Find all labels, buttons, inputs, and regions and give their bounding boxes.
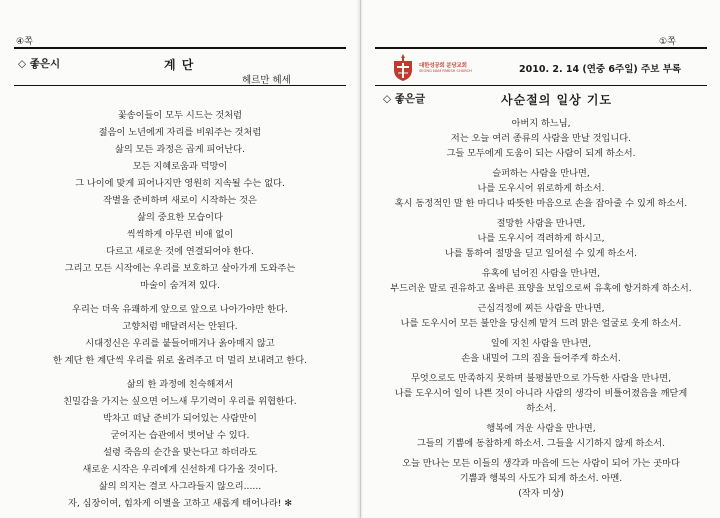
poem-line: 굳어지는 습관에서 벗어날 수 있다. [110, 430, 250, 441]
prayer-line: (작자 미상) [518, 488, 564, 499]
poem-line: 모든 지혜로움과 덕망이 [132, 161, 228, 172]
prayer-line: 부드러운 말로 권유하고 올바른 표양을 보임으로써 유혹에 항거하게 하소서. [390, 283, 692, 294]
prayer-line: 아버지 하느님, [511, 118, 571, 129]
right-page [360, 0, 720, 518]
poem-line: 자, 심장이여, 힘차게 이별을 고하고 새롭게 태어나라! ✻ [67, 498, 293, 509]
poem-line: 젊음이 노년에게 자리를 비워주는 것처럼 [98, 127, 262, 138]
section-label: ◇ 좋은시 [18, 58, 61, 70]
prayer-line: 손을 내밀어 그의 짐을 들어주게 하소서. [461, 353, 621, 364]
prayer-line: 유혹에 넘어진 사람을 만나면, [481, 268, 601, 279]
poem-line: 삶의 모든 과정은 곱게 피어난다. [115, 144, 245, 155]
poem-line: 삶의 의지는 결코 사그라들지 않으리...... [98, 481, 262, 492]
prayer-line: 근심걱정에 찌든 사람을 만나면, [477, 303, 605, 314]
prayer-line: 하소서. [526, 403, 556, 414]
prayer-line: 나를 도우시어 일이 나쁜 것이 아니라 사람의 생각이 비틀어졌음을 깨닫게 [394, 388, 688, 399]
church-name: 대한성공회 분당교회 [419, 63, 467, 69]
poem-line: 박차고 떠날 준비가 되어있는 사람만이 [103, 413, 257, 424]
section-label: ◇ 좋은글 [383, 93, 426, 105]
poem-line: 그리고 모든 시작에는 우리를 보호하고 살아가게 도와주는 [64, 263, 296, 274]
poem-line: 마술이 숨겨져 있다. [140, 280, 220, 291]
page-fold [357, 0, 363, 518]
poem-line: 우리는 더욱 유쾌하게 앞으로 앞으로 나아가야만 한다. [72, 304, 288, 315]
church-name-en: SEONG NAM PARISH CHURCH [419, 69, 472, 73]
poem-line: 삶의 한 과정에 친숙해져서 [126, 379, 234, 390]
page-number: ①쪽 [659, 37, 676, 47]
prayer-line: 슬퍼하는 사람을 만나면, [492, 168, 590, 179]
prayer-line: 그들의 기쁨에 동참하게 하소서. 그들을 시기하지 않게 하소서. [416, 438, 666, 449]
prayer-line: 나를 도우시어 격려하게 하시고, [477, 233, 605, 244]
prayer-line: 무엇으로도 만족하지 못하며 불평불만으로 가득한 사람을 만나면, [410, 373, 672, 384]
poem-line: 꽃송이들이 모두 시드는 것처럼 [117, 110, 243, 121]
page-number: ④쪽 [16, 37, 33, 47]
poem-body [14, 0, 346, 518]
poem-line: 친밀감을 가지는 싶으면 어느새 무기력이 우리를 위협한다. [63, 396, 297, 407]
prayer-line: 저는 오늘 여러 종류의 사람을 만날 것입니다. [450, 133, 632, 144]
poem-line: 한 계단 한 계단씩 우리를 위로 올려주고 더 멀리 보내려고 한다. [52, 355, 307, 366]
prayer-body [375, 0, 707, 518]
prayer-line: 나를 도우시어 모든 불안을 당신께 맡겨 드려 맑은 얼굴로 웃게 하소서. [400, 318, 682, 329]
poem-line: 씩씩하게 아무런 비애 없이 [126, 229, 234, 240]
prayer-line: 나를 통하여 절망을 딛고 일어설 수 있게 하소서. [445, 248, 637, 259]
prayer-line: 나를 도우시어 위로하게 하소서. [477, 183, 605, 194]
poem-line: 삶의 중요한 모습이다 [137, 212, 223, 223]
poem-line: 다르고 새로운 것에 연결되어야 한다. [106, 246, 254, 257]
prayer-line: 절망한 사람을 만나면, [496, 218, 586, 229]
poem-line: 시대정신은 우리를 붙들어매거나 옭아매지 않고 [85, 338, 275, 349]
prayer-line: 그들 모두에게 도움이 되는 사람이 되게 하소서. [446, 148, 636, 159]
poem-line: 작별을 준비하며 새로이 시작하는 것은 [103, 195, 257, 206]
poem-title: 계 단 [164, 58, 195, 72]
prayer-title: 사순절의 일상 기도 [501, 93, 613, 107]
prayer-line: 기쁨과 행복의 사도가 되게 하소서. 아멘. [459, 473, 623, 484]
poem-line: 고향처럼 매달려서는 안된다. [122, 321, 238, 332]
bulletin-date: 2010. 2. 14 (연중 6주일) 주보 부록 [519, 64, 682, 75]
prayer-line: 일에 지친 사람을 만나면, [490, 338, 592, 349]
poem-author: 헤르만 헤세 [242, 75, 291, 86]
poem-line: 그 나이에 맞게 피어나지만 영원히 지속될 수는 없다. [75, 178, 285, 189]
prayer-line: 행복에 겨운 사람을 만나면, [486, 423, 596, 434]
poem-line: 설령 죽음의 순간을 맞는다고 하더라도 [103, 447, 257, 458]
prayer-line: 혹시 동정적인 말 한 마디나 따뜻한 마음으로 손을 잡아줄 수 있게 하소서. [394, 198, 688, 209]
poem-line: 새로운 시작은 우리에게 신선하게 다가올 것이다. [82, 464, 278, 475]
prayer-line: 오늘 만나는 모든 이들의 생각과 마음에 드는 사람이 되어 가는 곳마다 [402, 458, 680, 469]
